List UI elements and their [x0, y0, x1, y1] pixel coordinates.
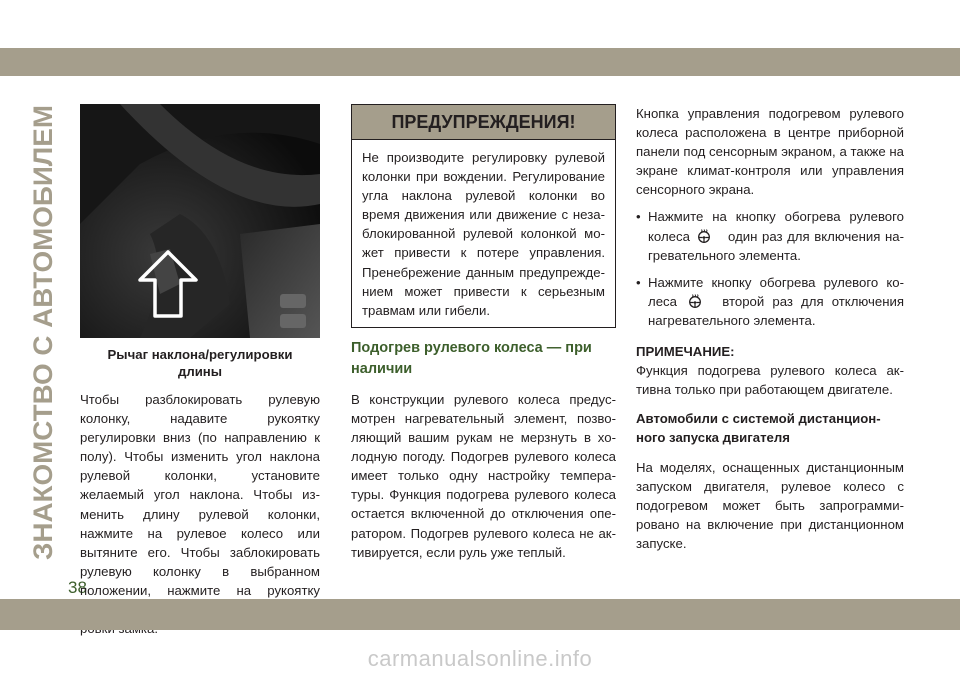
side-section-title	[22, 100, 62, 560]
remote-start-heading: Автомобили с системой дистанционного запуска двигателя	[636, 411, 881, 446]
bullet-off-text-a: Нажмите кнопку обогрева рулевого колеса	[648, 274, 904, 309]
button-location-text: Кнопка управления подогревом рулевого колеса расположена в центре приборной панели под сенсорным экраном, а также на экране климат-контроля или управления сенсорного экрана.	[636, 106, 904, 198]
caption-line-2: длины	[177, 364, 223, 379]
page-number: 38	[68, 578, 87, 597]
heated-steering-wheel-icon	[697, 229, 711, 243]
bullet-dot: •	[636, 209, 641, 225]
bullet-item-off	[636, 273, 904, 330]
warning-box	[351, 104, 616, 328]
heated-steering-wheel-icon	[688, 294, 702, 308]
heated-wheel-description: В конструкции рулевого колеса предусмотрен нагревательный элемент, позволяющий вашим рукам не мерзнуть в холодную погоду. Подогрев рулевого колеса имеет только одну настройку температуры. Функция подогрева рулевого колеса остается включенной до отключения оператором. Подогрев рулевого колеса не активируется, если руль уже теплый.	[351, 391, 616, 560]
section-heading: Подогрев рулевого колеса — при наличии	[351, 339, 592, 377]
bullet-dot: •	[636, 274, 641, 290]
bottom-band	[0, 599, 960, 630]
side-title-text: ЗНАКОМСТВО С АВТОМОБИЛЕМ	[28, 117, 58, 560]
steering-lever-photo	[80, 104, 320, 338]
note-label: ПРИМЕЧАНИЕ:	[636, 344, 735, 360]
unlock-instructions: Чтобы разблокировать рулевую колонку, надавите рукоятку регулировки вниз (по направлению к полу). Чтобы изменить угол наклона рулевой колонки, установите желаемый угол наклона. Чтобы изменить длину рулевой колонки, нажмите на рулевое колесо или вытяните его. Чтобы заблокировать рулевую колонку в выбранном положении, нажмите на рукоятку	[80, 392, 320, 598]
bullet-off-text-b: второй раз для отключения нагревательного элемента.	[648, 293, 905, 328]
bullet-item-on	[636, 207, 904, 264]
column-1	[80, 104, 320, 638]
bullet-on-text-a: Нажмите на кнопку обогрева рулевого колеса	[648, 209, 904, 244]
warning-text: Не производите регулировку рулевой колонки при вождении. Регулирование угла наклона рулевой колонки во время движения или движение с незаблокированной рулевой колонкой может привести к потере управления. Пренебрежение данным предупреждением может привести к серьезным травмам или гибели.	[362, 150, 605, 318]
remote-start-text: На моделях, оснащенных дистанционным запуском двигателя, рулевое колесо с подогревом может быть запрограммировано на включение при дистанционном запуске.	[636, 459, 904, 551]
top-band	[0, 48, 960, 76]
watermark: carmanualsonline.info	[367, 646, 593, 671]
warning-title: ПРЕДУПРЕЖДЕНИЯ!	[352, 105, 615, 140]
column-2	[351, 104, 616, 562]
column-3	[636, 104, 904, 553]
photo-caption	[80, 346, 320, 380]
caption-line-1: Рычаг наклона/регулировки	[107, 347, 293, 362]
note-text: Функция подогрева рулевого колеса активна только при работающем двигателе.	[636, 363, 904, 398]
bullet-on-text-b: один раз для включения нагревательного элемента.	[648, 228, 904, 263]
